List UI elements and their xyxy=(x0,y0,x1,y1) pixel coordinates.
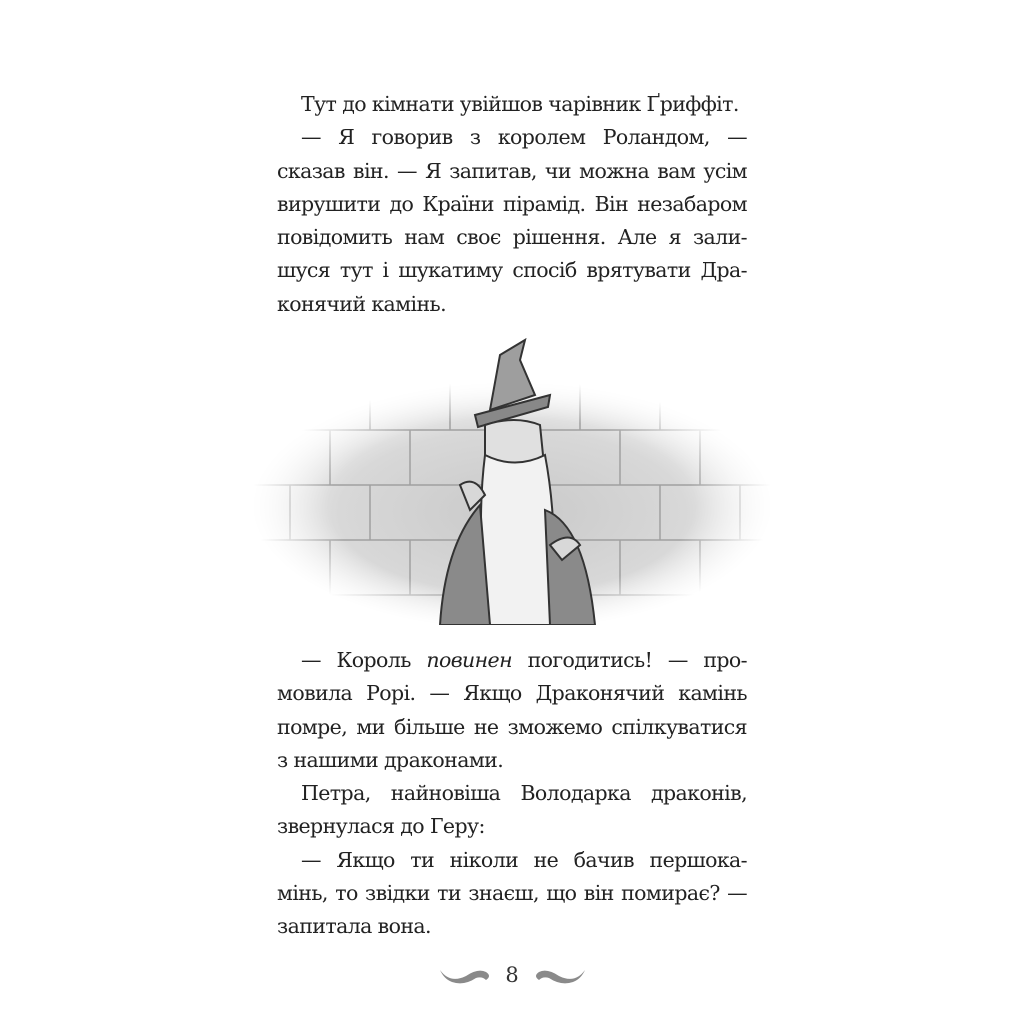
text-line: повідомить нам своє рішення. Але я зали- xyxy=(277,225,747,250)
text-line: шуся тут і шукатиму спосіб врятувати Дра- xyxy=(277,258,747,283)
text-line: конячий камінь. xyxy=(277,291,447,316)
text-line: сказав він. — Я запитав, чи можна вам усім xyxy=(277,158,747,183)
text-line: запитала вона. xyxy=(277,914,431,939)
emphasis-text: повинен xyxy=(426,648,512,672)
text-line: — Якщо ти ніколи не бачив першока- xyxy=(301,847,747,872)
right-swirl-ornament-icon xyxy=(532,964,587,988)
text-line: помре, ми більше не зможемо спілкуватися xyxy=(277,714,747,739)
text-line: мовила Рорі. — Якщо Драконячий камінь xyxy=(277,681,747,706)
wizard-illustration-icon xyxy=(250,335,775,625)
text-line: вирушити до Країни пірамід. Він незабаром xyxy=(277,191,747,216)
text-block-top xyxy=(277,88,747,321)
left-swirl-ornament-icon xyxy=(438,964,493,988)
text-line xyxy=(277,644,747,677)
text-line: з нашими драконами. xyxy=(277,747,504,772)
text-span: — Король xyxy=(301,648,427,672)
text-line: — Я говорив з королем Роландом, — xyxy=(301,125,747,150)
page-number: 8 xyxy=(505,963,519,987)
text-span: погодитись! — про- xyxy=(511,648,747,672)
text-line: звернулася до Геру: xyxy=(277,814,485,839)
text-block-bottom xyxy=(277,644,747,944)
text-line: Тут до кімнати увійшов чарівник Ґриффіт. xyxy=(301,92,739,116)
text-line: мінь, то звідки ти знаєш, що він помирає? — xyxy=(277,881,747,906)
text-line: Петра, найновіша Володарка драконів, xyxy=(301,781,747,806)
